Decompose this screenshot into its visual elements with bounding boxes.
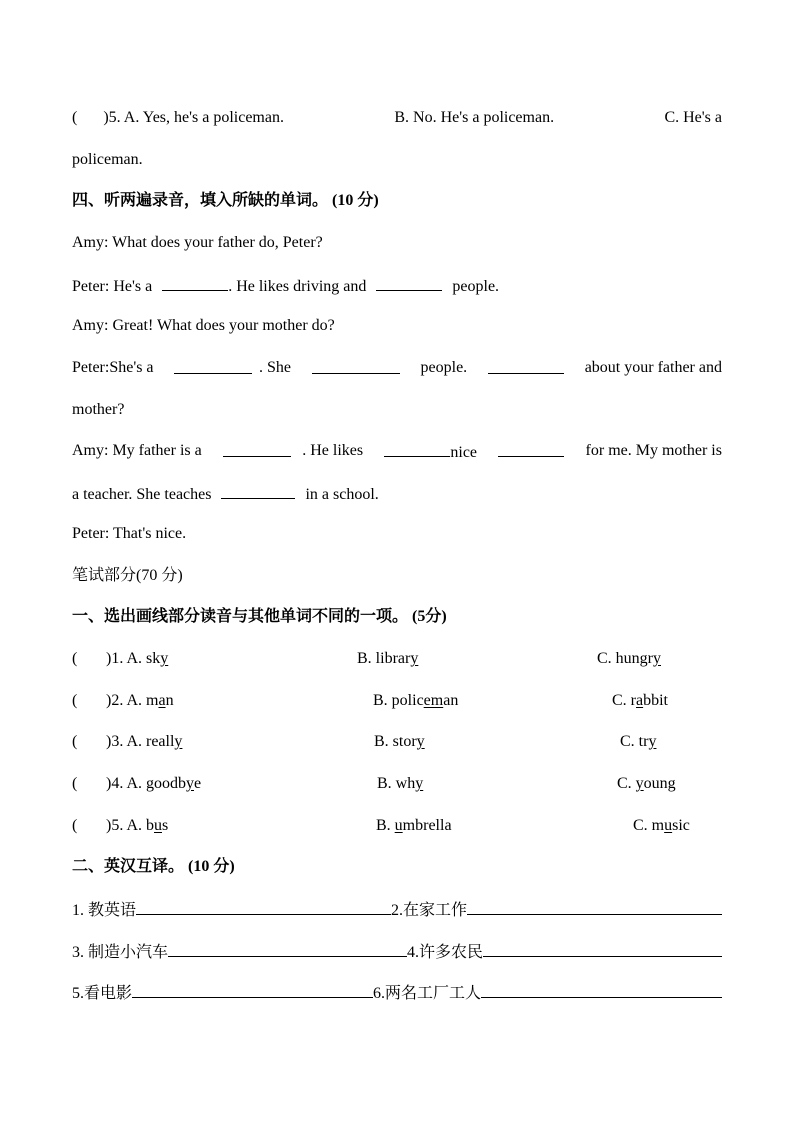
answer-blank[interactable] <box>174 358 252 374</box>
answer-blank[interactable] <box>312 358 400 374</box>
dialogue-line: Peter: That's nice. <box>72 525 187 542</box>
section-heading: 二、英汉互译。 (10 分) <box>72 858 235 875</box>
answer-blank[interactable] <box>384 441 450 457</box>
dialogue-line: Peter: He's a . He likes driving and people. <box>72 275 722 297</box>
section-heading: 一、选出画线部分读音与其他单词不同的一项。 (5分) <box>72 608 447 625</box>
answer-blank[interactable] <box>223 441 291 457</box>
option-c: C. He's a <box>664 109 722 126</box>
answer-line[interactable] <box>132 982 373 998</box>
dialogue-line: a teacher. She teaches in a school. <box>72 483 722 505</box>
translation-row: 5.看电影 6.两名工厂工人 <box>72 982 722 1004</box>
answer-blank[interactable] <box>498 441 564 457</box>
dialogue-line: Amy: My father is a . He likes nice for me. My mother is <box>72 442 722 461</box>
section-heading: 四、听两遍录音，填入所缺的单词。 (10 分) <box>72 192 379 209</box>
dialogue-line: Peter:She's a . She people. about your father and <box>72 359 722 376</box>
answer-line[interactable] <box>168 941 407 957</box>
question-stem: ( )5. A. Yes, he's a policeman. <box>72 109 284 126</box>
answer-blank[interactable] <box>162 275 228 291</box>
part-heading: 笔试部分(70 分) <box>72 567 183 584</box>
answer-blank[interactable] <box>376 275 442 291</box>
answer-blank[interactable] <box>488 358 564 374</box>
option-b: B. No. He's a policeman. <box>394 109 555 126</box>
listening-question-5 <box>72 108 722 128</box>
dialogue-line: mother? <box>72 401 125 418</box>
translation-row: 1. 教英语 2.在家工作 <box>72 899 722 921</box>
translation-row: 3. 制造小汽车 4.许多农民 <box>72 941 722 963</box>
answer-line[interactable] <box>483 941 722 957</box>
answer-line[interactable] <box>136 899 391 915</box>
option-c-continued: policeman. <box>72 151 143 168</box>
dialogue-line: Amy: Great! What does your mother do? <box>72 317 335 334</box>
answer-blank[interactable] <box>221 483 295 499</box>
answer-line[interactable] <box>467 899 722 915</box>
dialogue-line: Amy: What does your father do, Peter? <box>72 234 323 251</box>
worksheet-page: ( )5. A. Yes, he's a policeman. B. No. He's a policeman. C. He's a policeman. 四、听两遍录音，填入所缺的单词。 (10 分) Amy: What does your father do, Peter? Peter: He's a . He likes driving and people. Amy: Great! What does your mother do? Peter:She's a . She people. about your father and mother? Amy: My father is a . He likes nice for me. My mother is a teacher. She teaches in a school. Peter: That's nice. 笔试部分(70 分) 一、选出画线部分读音与其他单词不同的一项。 (5分) ( )1. A. sky B. library C. hungry ( )2. A. man B. policeman C. rabbit ( )3. A. really B. story C. try ( )4. A. goodbye B. why C. young ( )5. A. bus B. umbrella C. music 二、英汉互译。 (10 分) 1. 教英语 2.在家工作 3. 制造小汽车 4.许多农民 5.看电影 6.两名工厂工人 <box>72 109 722 1002</box>
answer-line[interactable] <box>481 982 722 998</box>
